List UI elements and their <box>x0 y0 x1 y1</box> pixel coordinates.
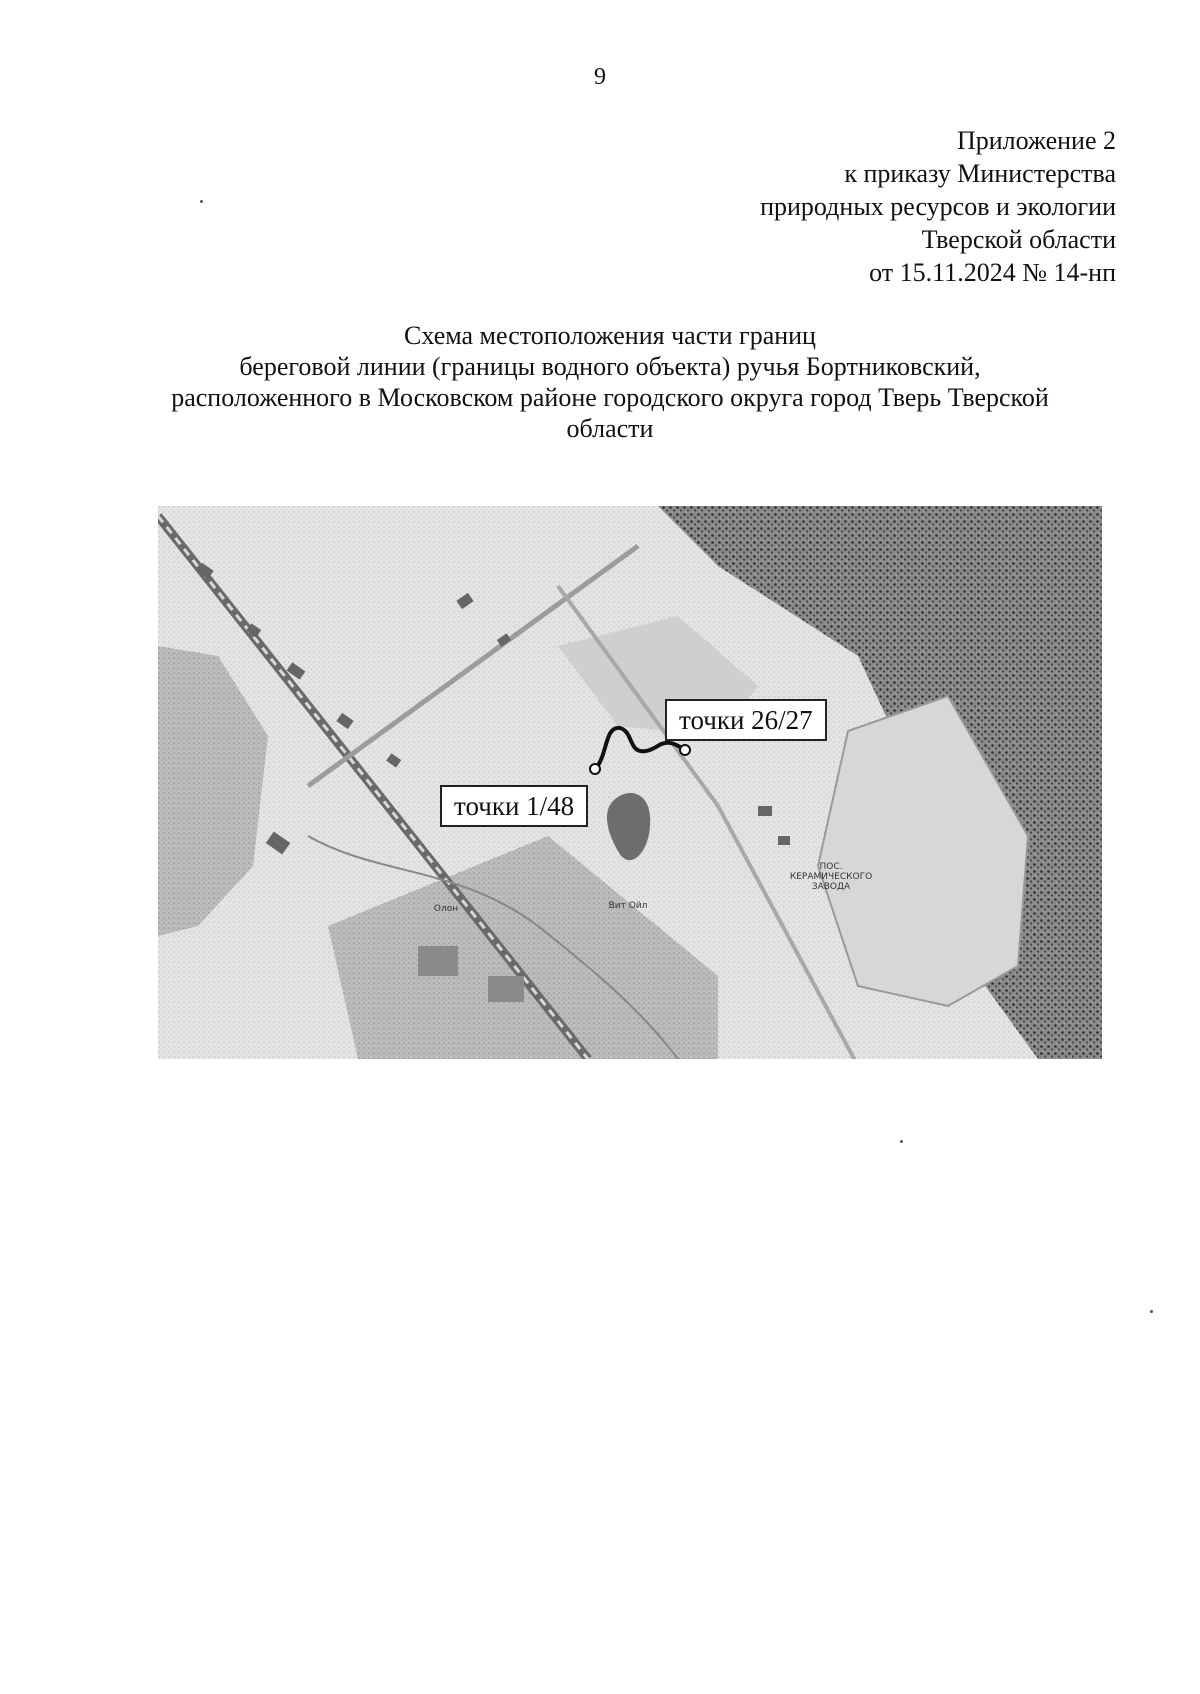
appendix-block <box>760 124 1116 289</box>
callout-points-26-27: точки 26/27 <box>665 699 827 741</box>
document-title <box>130 320 1090 444</box>
scan-speck <box>200 200 203 203</box>
appendix-line: Приложение 2 <box>956 126 1116 155</box>
point-26-27-marker <box>680 745 690 755</box>
title-line: Схема местоположения части границ <box>404 321 816 350</box>
title-line: области <box>566 414 654 443</box>
point-1-48-marker <box>590 764 600 774</box>
title-line: береговой линии (границы водного объекта) ручья Бортниковский, <box>239 352 981 381</box>
map-place-label: Вит Ойл <box>608 901 648 911</box>
location-map <box>158 506 1102 1059</box>
title-line: расположенного в Московском районе городского округа город Тверь Тверской <box>171 383 1049 412</box>
page-number: 9 <box>594 64 606 90</box>
appendix-line: Тверской области <box>921 225 1116 254</box>
scan-speck <box>900 1140 903 1143</box>
appendix-line: от 15.11.2024 № 14-нп <box>869 258 1116 287</box>
map-graphic <box>158 506 1102 1059</box>
scan-speck <box>1150 1310 1153 1313</box>
map-place-label: ПОС. КЕРАМИЧЕСКОГО ЗАВОДА <box>789 862 873 892</box>
appendix-line: природных ресурсов и экологии <box>760 192 1116 221</box>
appendix-line: к приказу Министерства <box>844 159 1116 188</box>
map-place-label: Олон <box>433 904 459 914</box>
callout-points-1-48: точки 1/48 <box>440 785 588 827</box>
